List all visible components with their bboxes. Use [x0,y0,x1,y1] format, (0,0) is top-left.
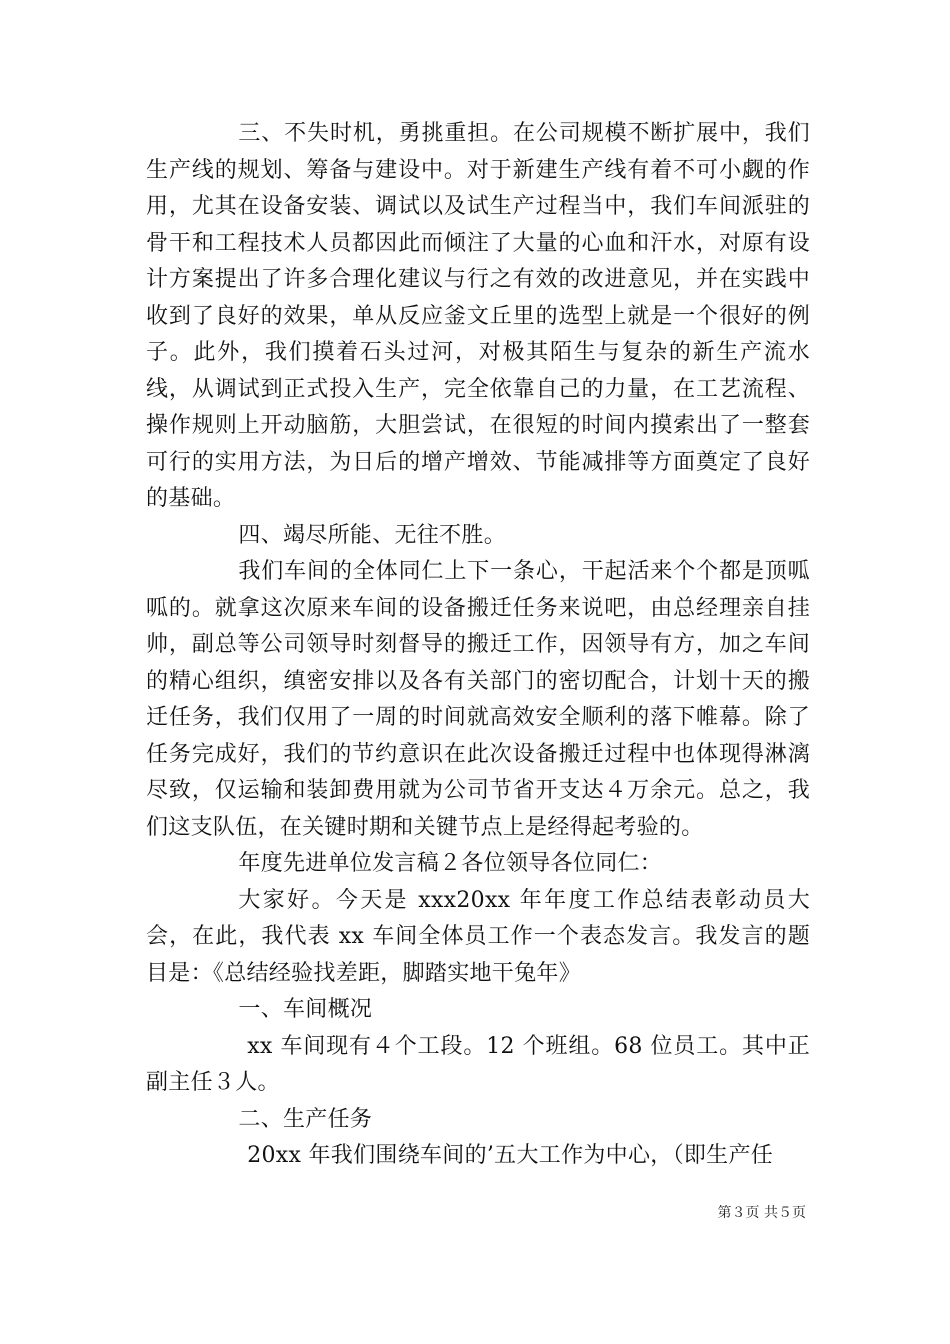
page-number-footer: 第３页 共５页 [717,1205,806,1221]
heading-workshop-overview: 一、车间概况 [238,997,373,1022]
speech-title-line: 年度先进单位发言稿２各位领导各位同仁： [238,851,663,876]
paragraph-production-tasks: 20xx 年我们围绕车间的’五大工作为中心，（即生产任 [247,1143,774,1168]
heading-production-tasks: 二、生产任务 [238,1106,373,1132]
paragraph-section-three: 三、不失时机，勇挑重担。在公司规模不断扩展中，我们生产线的规划、筹备与建设中。对于新建生产线有着不可小觑的作用，尤其在设备安装、调试以及试生产过程当中，我们车间派驻的骨干和工程技术人员都因此而倾注了大量的心血和汗水，对原有设计方案提出了许多合理化建议与行之有效的改进意见，并在实践中收到了良好的效果，单从反应釜文丘里的选型上就是一个很好的例子。此外，我们摸着石头过河，对极其陌生与复杂的新生产流水线，从调试到正式投入生产，完全依靠自己的力量，在工艺流程、操作规则上开动脑筋，大胆尝试，在很短的时间内摸索出了一整套可行的实用方法，为日后的增产增效、节能减排等方面奠定了良好的基础。 [146,121,810,511]
speech-greeting: 大家好。今天是 xxx20xx 年年度工作总结表彰动员大会，在此，我代表 xx 车间全体员工作一个表态发言。我发言的题目是：《总结经验找差距，脚踏实地干兔年》 [146,887,810,986]
document-body [146,116,810,1175]
paragraph-workshop-overview: xx 车间现有４个工段。12 个班组。68 位员工。其中正副主任３人。 [146,1033,810,1095]
paragraph-section-four: 我们车间的全体同仁上下一条心，干起活来个个都是顶呱呱的。就拿这次原来车间的设备搬迁任务来说吧，由总经理亲自挂帅，副总等公司领导时刻督导的搬迁工作，因领导有方，加之车间的精心组织，缜密安排以及各有关部门的密切配合，计划十天的搬迁任务，我们仅用了一周的时间就高效安全顺利的落下帷幕。除了任务完成好，我们的节约意识在此次设备搬迁过程中也体现得淋漓尽致，仅运输和装卸费用就为公司节省开支达４万余元。总之，我们这支队伍，在关键时期和关键节点上是经得起考验的。 [146,559,810,840]
heading-section-four: 四、竭尽所能、无往不胜。 [238,522,506,548]
